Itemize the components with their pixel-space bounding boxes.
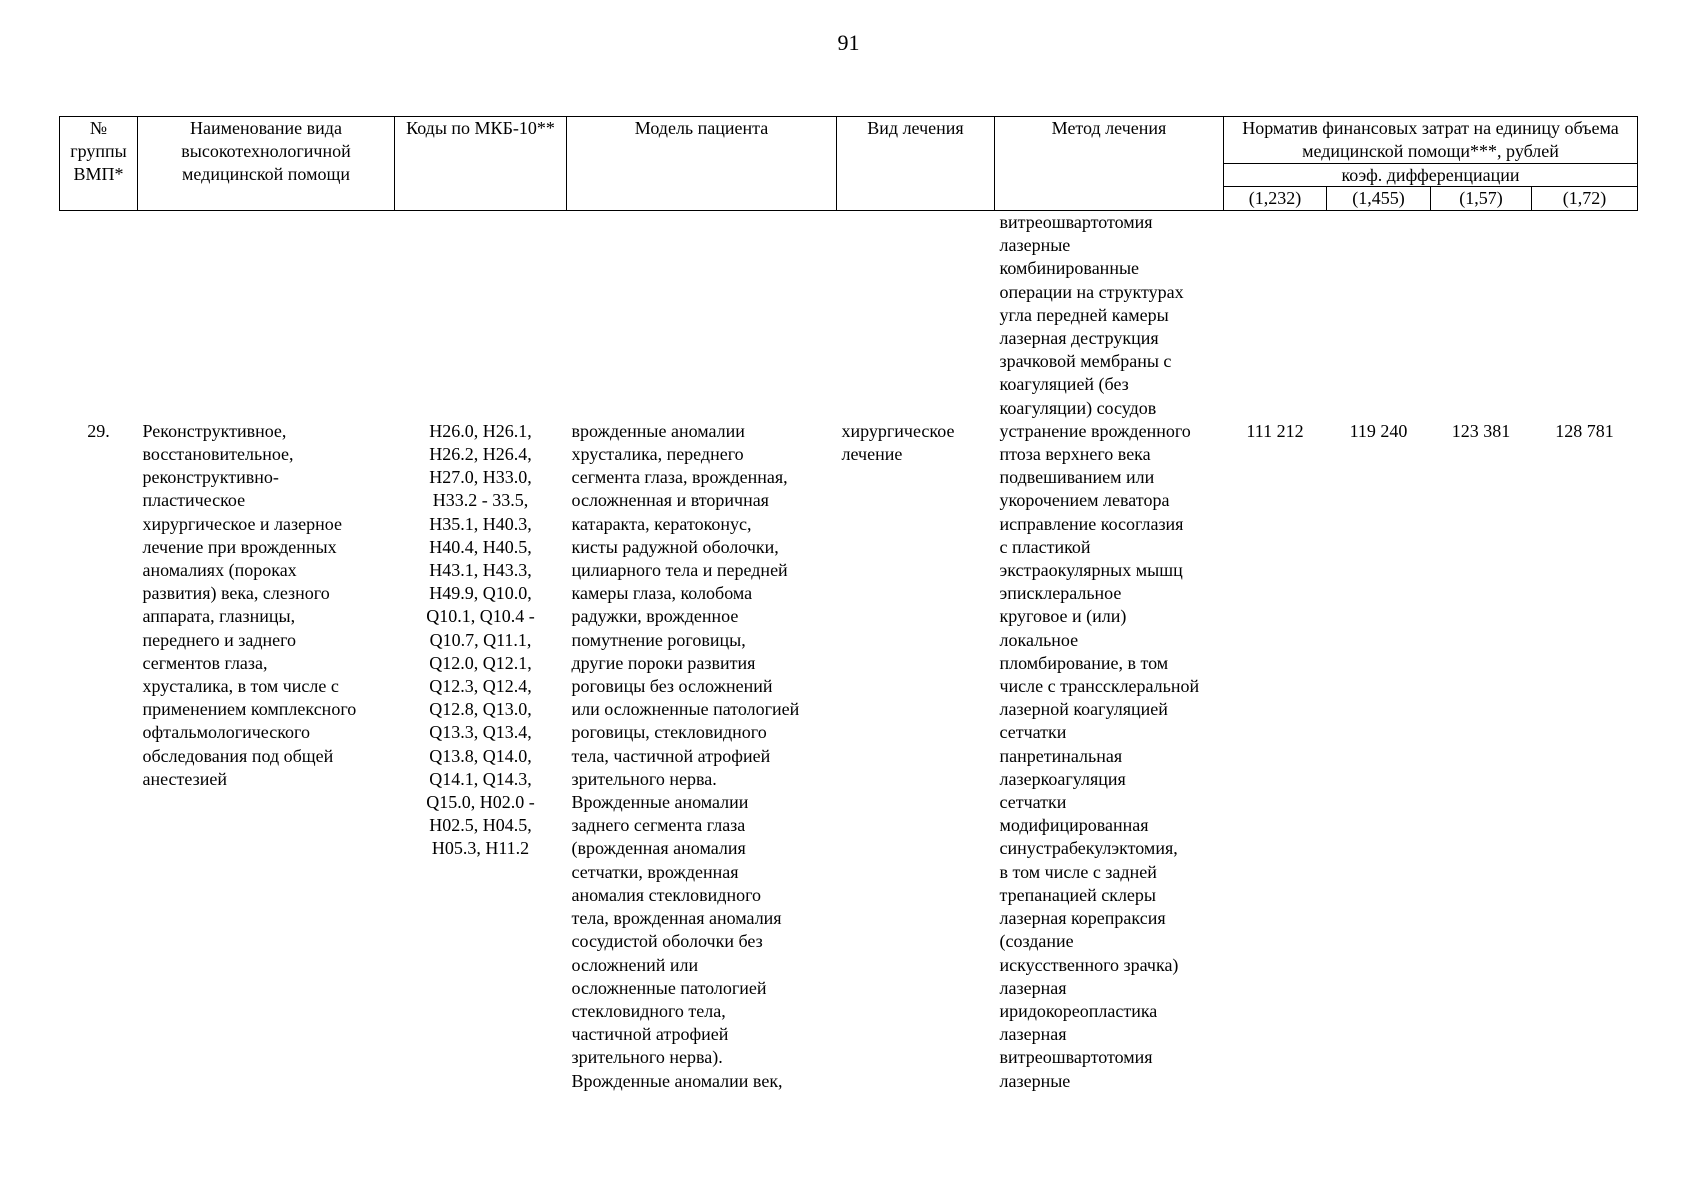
header-name: Наименование вида высокотехнологичной медицинской помощи [138,117,395,211]
patient-model: врожденные аномалии хрусталика, переднего сегмента глаза, врожденная, осложненная и вторичная катаракта, кератоконус, кисты радужной оболочки, цилиарного тела и передней камеры глаза, колобома радужки, врожденное помутнение роговицы, другие пороки развития роговицы без осложнений или осложненные патологией роговицы, стекловидного тела, частичной атрофией зрительного нерва. Врожденные аномалии заднего сегмента глаза (врожденная аномалия сетчатки, врожденная аномалия стекловидного тела, врожденная аномалия сосудистой оболочки без осложнений или осложненные патологией стекловидного тела, частичной атрофией зрительного нерва). Врожденные аномалии век, [571,420,800,1091]
group-number: 29. [87,420,110,441]
header-group-no: № группы ВМП* [60,117,138,211]
vmp-table [59,116,1638,1093]
header-coef-value: (1,232) [1224,187,1327,211]
method-continued: витреошвартотомия лазерные комбинированные операции на структурах угла передней камеры лазерная деструкция зрачковой мембраны с коагуляцией (без коагуляции) сосудов [999,212,1184,418]
header-treatment-type: Вид лечения [837,117,995,211]
cost-value: 123 381 [1451,420,1511,441]
header-coef-value: (1,57) [1431,187,1532,211]
cost-value: 128 781 [1555,420,1614,441]
page-number: 91 [837,30,860,55]
header-coef-value: (1,455) [1327,187,1431,211]
header-model: Модель пациента [567,117,837,211]
care-type-name: Реконструктивное, восстановительное, реконструктивно- пластическое хирургическое и лазерное лечение при врожденных аномалиях (пороках развития) века, слезного аппарата, глазницы, переднего и заднего сегментов глаза, хрусталика, в том числе с применением комплексного офтальмологического обследования под общей анестезией [142,420,357,789]
table-row-continuation [60,211,1638,420]
header-method: Метод лечения [995,117,1224,211]
header-norm: Норматив финансовых затрат на единицу объема медицинской помощи***, рублей [1224,117,1638,164]
treatment-type: хирургическое лечение [841,420,955,465]
header-coef-value: (1,72) [1532,187,1638,211]
cost-value: 119 240 [1349,420,1408,441]
treatment-method: устранение врожденного птоза верхнего века подвешиванием или укорочением леватора исправление косоглазия с пластикой экстраокулярных мышц эписклеральное круговое и (или) локальное пломбирование, в том числе с транссклеральной лазерной коагуляцией сетчатки панретинальная лазеркоагуляция сетчатки модифицированная синустрабекулэктомия, в том числе с задней трепанацией склеры лазерная корепраксия (создание искусственного зрачка) лазерная иридокореопластика лазерная витреошвартотомия лазерные [999,420,1200,1091]
header-row-1 [60,117,1638,164]
cost-value: 111 212 [1246,420,1304,441]
header-coef-label: коэф. дифференциации [1224,164,1638,187]
table-row [60,420,1638,1093]
header-codes: Коды по МКБ-10** [395,117,567,211]
icd-codes: H26.0, H26.1, H26.2, H26.4, H27.0, H33.0, H33.2 - 33.5, H35.1, H40.3, H40.4, H40.5, H43.1, H43.3, H49.9, Q10.0, Q10.1, Q10.4 - Q10.7, Q11.1, Q12.0, Q12.1, Q12.3, Q12.4, Q12.8, Q13.0, Q13.3, Q13.4, Q13.8, Q14.0, Q14.1, Q14.3, Q15.0, H02.0 - H02.5, H04.5, H05.3, H11.2 [426,420,535,859]
